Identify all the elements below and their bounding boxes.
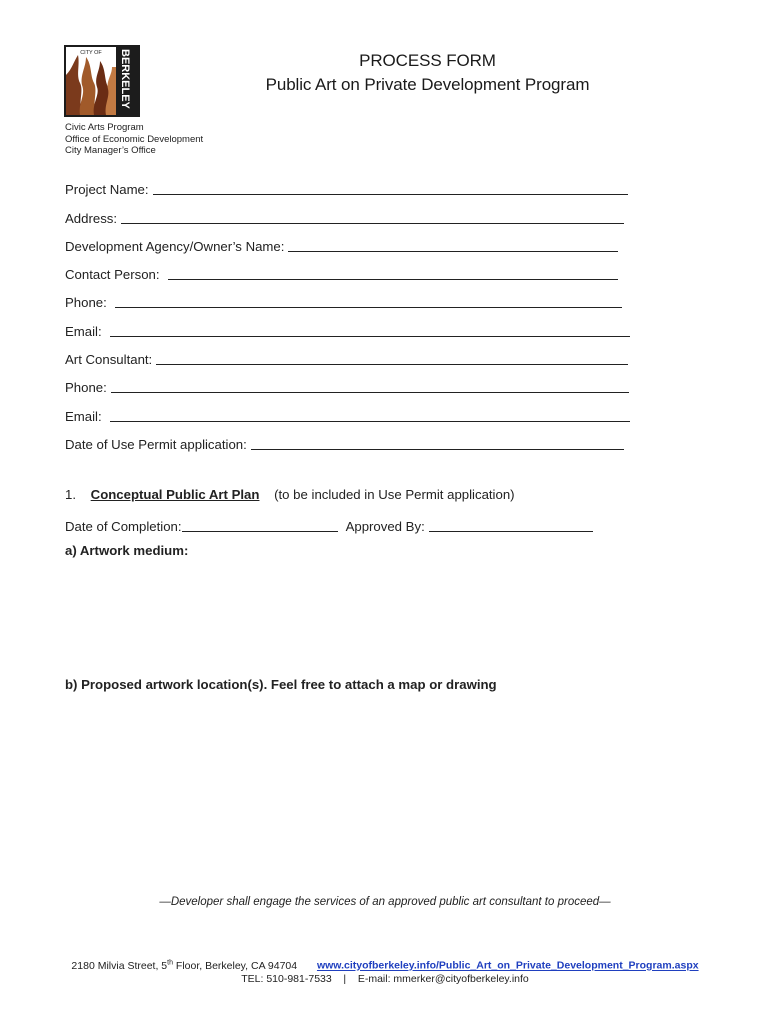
field-label: Email: <box>65 323 102 339</box>
footer-email: E-mail: mmerker@cityofberkeley.info <box>357 972 529 985</box>
field-label: Phone: <box>65 295 107 311</box>
footer-address-pre: 2180 Milvia Street, 5 <box>71 959 168 972</box>
field-consultant-email <box>65 396 645 424</box>
field-label: Art Consultant: <box>65 352 153 368</box>
field-input-line[interactable] <box>111 391 629 393</box>
field-input-line[interactable] <box>110 335 630 337</box>
org-line-3: City Manager’s Office <box>65 145 156 156</box>
field-label: Date of Use Permit application: <box>65 436 247 452</box>
org-line-1: Civic Arts Program <box>65 122 144 133</box>
completion-date-input-line[interactable] <box>182 519 338 532</box>
form-fields <box>65 170 645 453</box>
artwork-location-label: b) Proposed artwork location(s). Feel free to attach a map or drawing <box>65 677 497 692</box>
approved-by-label: Approved By: <box>345 519 425 534</box>
page-footer <box>0 956 770 986</box>
footer-address-sup: th <box>167 959 173 966</box>
title-line-1: PROCESS FORM <box>359 51 496 70</box>
field-owner-name <box>65 227 645 255</box>
logo-top-text: CITY OF <box>80 50 102 56</box>
section-note: (to be included in Use Permit application) <box>274 487 515 502</box>
field-input-line[interactable] <box>156 363 628 365</box>
field-contact-person <box>65 255 645 283</box>
logo-name-text: BERKELEY <box>119 49 131 109</box>
footer-line-1 <box>0 956 770 973</box>
footer-line-2 <box>0 973 770 986</box>
field-label: Project Name: <box>65 182 149 198</box>
footer-address <box>71 960 297 972</box>
field-input-line[interactable] <box>251 448 624 450</box>
field-email <box>65 311 645 339</box>
field-label: Phone: <box>65 380 107 396</box>
document-title <box>200 50 655 98</box>
field-label: Contact Person: <box>65 267 160 283</box>
field-art-consultant <box>65 340 645 368</box>
field-label: Development Agency/Owner’s Name: <box>65 238 285 254</box>
section-number: 1. <box>65 487 76 502</box>
section-conceptual-plan-heading <box>65 487 515 502</box>
city-logo <box>64 45 140 117</box>
field-address <box>65 198 645 226</box>
footer-address-post: Floor, Berkeley, CA 94704 <box>172 959 298 972</box>
berkeley-city-seal-icon <box>64 45 140 117</box>
field-label: Address: <box>65 210 118 226</box>
approved-by-input-line[interactable] <box>429 519 593 532</box>
section-heading: Conceptual Public Art Plan <box>90 487 260 502</box>
artwork-medium-label: a) Artwork medium: <box>65 543 189 558</box>
program-url-link[interactable]: www.cityofberkeley.info/Public_Art_on_Private_Development_Program.aspx <box>316 959 699 972</box>
title-line-2: Public Art on Private Development Program <box>265 75 590 94</box>
field-input-line[interactable] <box>288 250 618 252</box>
field-input-line[interactable] <box>153 193 628 195</box>
completion-label: Date of Completion: <box>65 519 182 534</box>
field-input-line[interactable] <box>168 278 618 280</box>
footer-separator: | <box>343 972 347 985</box>
field-input-line[interactable] <box>121 222 624 224</box>
field-phone <box>65 283 645 311</box>
field-label: Email: <box>65 408 102 424</box>
org-line-2: Office of Economic Development <box>65 133 204 145</box>
field-input-line[interactable] <box>110 420 630 422</box>
field-consultant-phone <box>65 368 645 396</box>
completion-row <box>65 519 593 534</box>
footer-tel: TEL: 510-981-7533 <box>241 972 332 985</box>
field-input-line[interactable] <box>115 306 622 308</box>
org-block <box>65 122 203 157</box>
field-project-name <box>65 170 645 198</box>
consultant-footnote: —Developer shall engage the services of an approved public art consultant to proceed— <box>159 896 611 908</box>
field-use-permit-date <box>65 425 645 453</box>
